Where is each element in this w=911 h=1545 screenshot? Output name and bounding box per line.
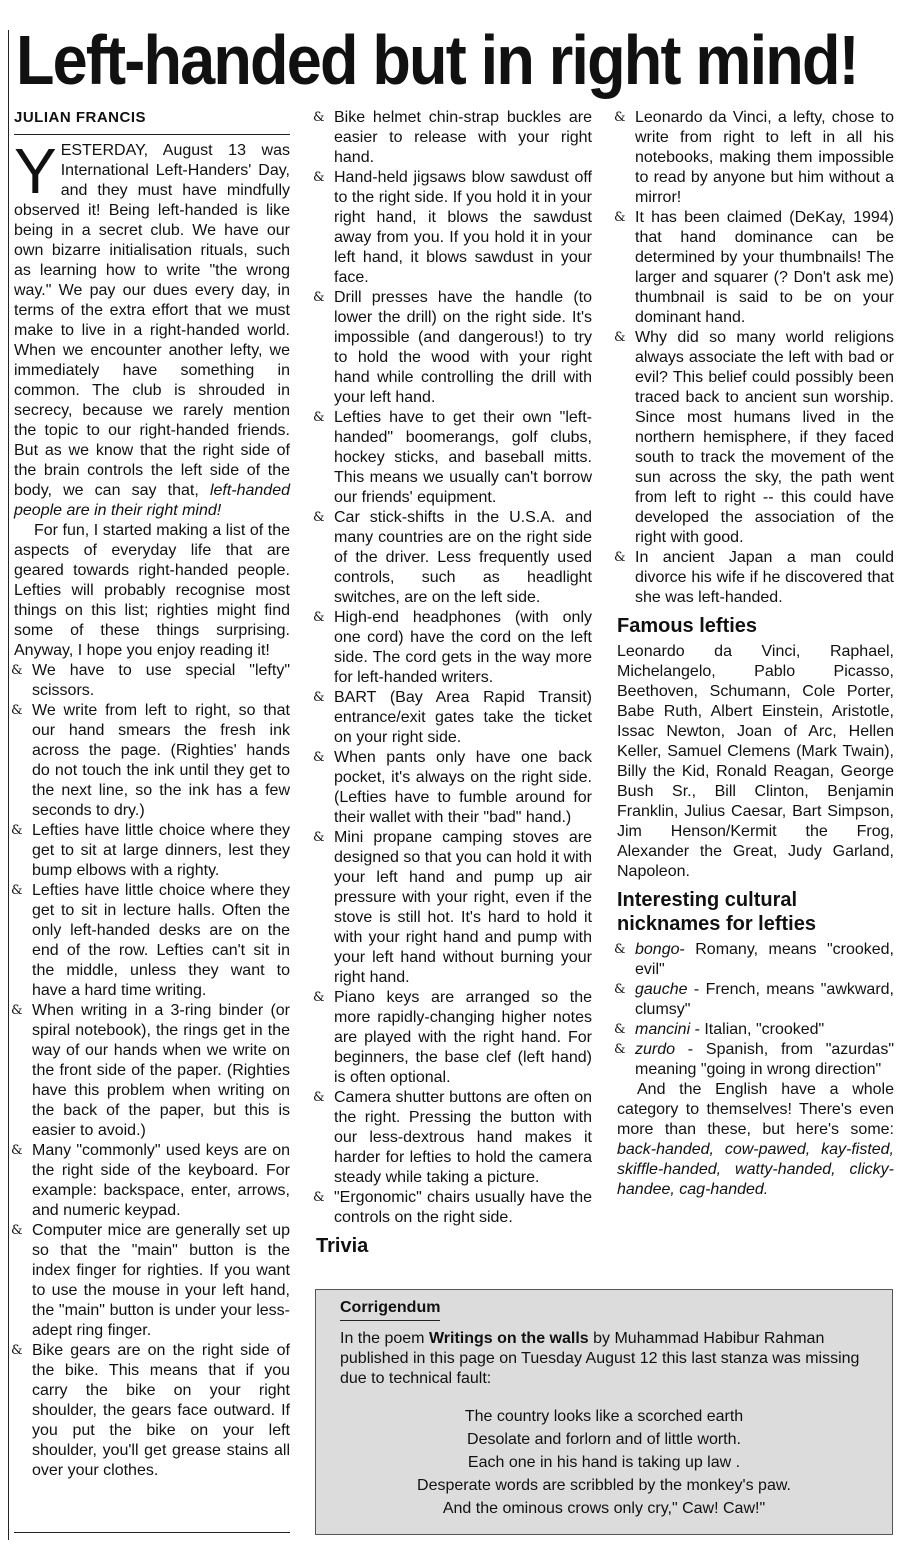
nickname-item xyxy=(614,980,894,1020)
intro-italic: left-handed people are in their right mind! xyxy=(14,482,290,519)
list-item-text: Lefties have little choice where they get to sit at large dinners, lest they bump elbows with a righty. xyxy=(32,822,290,879)
list-item xyxy=(313,1188,592,1228)
list-item xyxy=(313,508,592,608)
bullet-mark-icon: & xyxy=(313,510,325,525)
list-item xyxy=(11,821,290,881)
list-item-text: High-end headphones (with only one cord) have the cord on the left side. The cord gets in the way more for left-handed writers. xyxy=(334,609,592,686)
list-item-text: Leonardo da Vinci, a lefty, chose to write from right to left in all his notebooks, making them impossible to read by anyone but him without a mirror! xyxy=(635,109,894,206)
nickname-definition: - Romany, means "crooked, evil" xyxy=(635,941,894,978)
bullet-mark-icon: & xyxy=(614,550,626,565)
column-2 xyxy=(313,108,592,1262)
list-item-text: We have to use special "lefty" scissors. xyxy=(32,662,290,699)
nickname-text xyxy=(627,980,894,1020)
nickname-definition: - French, means "awkward, clumsy" xyxy=(635,981,894,1018)
nickname-term: zurdo xyxy=(635,1041,676,1058)
headline: Left-handed but in right mind! xyxy=(16,21,858,99)
bullet-mark-icon: & xyxy=(313,410,325,425)
list-item-text: It has been claimed (DeKay, 1994) that hand dominance can be determined by your thumbnails! The larger and squarer (? Don't ask me) thumbnail is said to be on your dominant hand. xyxy=(635,209,894,326)
list-item xyxy=(313,748,592,828)
list-item xyxy=(313,988,592,1088)
intro-text: ESTERDAY, August 13 was International Left-Handers' Day, and they must have mindfully observed it! Being left-handed is like being in a secret club. We have our own bizarre initialisation rituals, such as learning how to write "the wrong way." We pay our dues every day, in terms of the extra effort that we must make to live in a right-handed world. When we encounter another lefty, we immediately have something in common. The club is shrouded in secrecy, because we rarely mention the topic to our right-handed friends. But as we know that the right side of the brain controls the left side of the body, we can say that, xyxy=(14,142,290,499)
nickname-item xyxy=(614,1040,894,1080)
nickname-item xyxy=(614,940,894,980)
poem-stanza xyxy=(340,1405,868,1520)
corrigendum-body xyxy=(340,1329,868,1389)
bullet-mark-icon: & xyxy=(313,290,325,305)
bullet-mark-icon: & xyxy=(313,1090,325,1105)
list-item-text: Many "commonly" used keys are on the right side of the keyboard. For example: backspace, enter, arrows, and numeric keypad. xyxy=(32,1142,290,1219)
list-item xyxy=(614,208,894,328)
bullet-mark-icon: & xyxy=(313,830,325,845)
trivia-heading: Trivia xyxy=(316,1235,369,1257)
bullet-mark-icon: & xyxy=(313,690,325,705)
bullet-mark-icon: & xyxy=(614,942,626,957)
column-end-rule xyxy=(14,1532,290,1533)
famous-lefties-heading: Famous lefties xyxy=(617,615,758,637)
bullet-mark-icon: & xyxy=(614,982,626,997)
intro-paragraph-2: For fun, I started making a list of the aspects of everyday life that are geared towards right-handed people. Lefties will probably recognise most things on this list; righties might find some of these things surprising. Anyway, I hope you enjoy reading it! xyxy=(14,522,290,659)
nickname-term: bongo xyxy=(635,941,680,958)
drop-cap: Y xyxy=(14,135,57,207)
famous-lefties-text: Leonardo da Vinci, Raphael, Michelangelo, Pablo Picasso, Beethoven, Schumann, Cole Porter, Babe Ruth, Albert Einstein, Aristotle, Issac Newton, Joan of Arc, Hellen Keller, Samuel Clemens (Mark Twain), Billy the Kid, Ronald Reagan, George Bush Sr., Bill Clinton, Benjamin Franklin, Julius Caesar, Bart Simpson, Jim Henson/Kermit the Frog, Alexander the Great, Judy Garland, Napoleon. xyxy=(617,643,894,880)
corrigendum-box xyxy=(315,1289,893,1535)
intro-paragraph xyxy=(14,135,290,521)
list-item-text: In ancient Japan a man could divorce his wife if he discovered that she was left-handed. xyxy=(635,549,894,606)
closing-text: And the English have a whole category to themselves! There's even more than these, but here's some: xyxy=(617,1081,894,1138)
list-item xyxy=(11,1141,290,1221)
bullet-mark-icon: & xyxy=(11,883,23,898)
list-item xyxy=(11,1221,290,1341)
list-item xyxy=(313,608,592,688)
list-item xyxy=(11,881,290,1001)
column-3 xyxy=(614,108,894,1200)
poem-line: The country looks like a scorched earth xyxy=(464,1408,744,1425)
list-item xyxy=(313,288,592,408)
nickname-item xyxy=(614,1020,894,1040)
list-item-text: Computer mice are generally set up so that the "main" button is the index finger for righties. If you want to use the mouse in your left hand, the "main" button is under your less-adept ring finger. xyxy=(32,1222,290,1339)
bullet-mark-icon: & xyxy=(313,170,325,185)
poem-line: Desperate words are scribbled by the monkey's paw. xyxy=(417,1477,791,1494)
bullet-mark-icon: & xyxy=(614,210,626,225)
bullet-mark-icon: & xyxy=(11,703,23,718)
poem-line: Desolate and forlorn and of little worth. xyxy=(467,1431,741,1448)
bullet-list-col3 xyxy=(614,108,894,608)
nickname-list xyxy=(614,940,894,1080)
list-item xyxy=(11,1001,290,1141)
bullet-mark-icon: & xyxy=(614,1042,626,1057)
list-item xyxy=(614,548,894,608)
list-item-text: Why did so many world religions always associate the left with bad or evil? This belief could possibly been traced back to ancient sun worship. Since most humans lived in the northern hemisphere, if they faced south to track the movement of the sun across the sky, the path went from left to right -- this could have developed the association of the right with good. xyxy=(635,329,894,546)
corrigendum-body-pre: In the poem xyxy=(340,1330,429,1347)
list-item-text: Bike helmet chin-strap buckles are easier to release with your right hand. xyxy=(334,109,592,166)
list-item xyxy=(11,661,290,701)
bullet-mark-icon: & xyxy=(313,1190,325,1205)
nickname-term: gauche xyxy=(635,981,688,998)
list-item-text: Hand-held jigsaws blow sawdust off to the right side. If you hold it in your right hand, it blows the sawdust away from you. If you hold it in your left hand, it blows sawdust in your face. xyxy=(334,169,592,286)
closing-italic: back-handed, cow-pawed, kay-fisted, skiffle-handed, watty-handed, clicky-handee, cag-handed. xyxy=(617,1141,894,1198)
bullet-mark-icon: & xyxy=(11,823,23,838)
list-item-text: Drill presses have the handle (to lower the drill) on the right side. It's impossible (and dangerous!) to try to hold the wood with your right hand while controlling the drill with your left hand. xyxy=(334,289,592,406)
bullet-mark-icon: & xyxy=(614,330,626,345)
bullet-mark-icon: & xyxy=(313,610,325,625)
corrigendum-title: Corrigendum xyxy=(340,1298,440,1321)
list-item xyxy=(313,408,592,508)
nicknames-heading: Interesting cultural nicknames for lefties xyxy=(617,889,816,935)
list-item-text: Piano keys are arranged so the more rapidly-changing higher notes are played with the right hand. For beginners, the base clef (left hand) is often optional. xyxy=(334,989,592,1086)
list-item-text: Lefties have little choice where they get to sit in lecture halls. Often the only left-handed desks are on the end of the row. Lefties can't sit in the middle, unless they want to have a hard time writing. xyxy=(32,882,290,999)
poem-line: And the ominous crows only cry," Caw! Caw!" xyxy=(442,1500,766,1517)
nickname-text xyxy=(627,1020,894,1040)
list-item-text: Lefties have to get their own "left-handed" boomerangs, golf clubs, hockey sticks, and baseball mitts. This means we usually can't borrow our friends' equipment. xyxy=(334,409,592,506)
list-item-text: Mini propane camping stoves are designed so that you can hold it with your left hand and pump up air pressure with your right, even if the stove is still hot. It's hard to hold it with your right hand and pump with your left hand without burning your right hand. xyxy=(334,829,592,986)
closing-paragraph xyxy=(617,1080,894,1200)
list-item-text: Camera shutter buttons are often on the right. Pressing the button with our less-dextrous hand makes it harder for lefties to hold the camera steady while taking a picture. xyxy=(334,1089,592,1186)
bullet-mark-icon: & xyxy=(313,110,325,125)
list-item xyxy=(313,1088,592,1188)
poem-title: Writings on the walls xyxy=(428,1330,589,1347)
bullet-mark-icon: & xyxy=(313,750,325,765)
bullet-mark-icon: & xyxy=(11,1143,23,1158)
byline: JULIAN FRANCIS xyxy=(14,108,290,135)
poem-line: Each one in his hand is taking up law . xyxy=(467,1454,741,1471)
left-column-rule xyxy=(8,30,9,1540)
list-item-text: Bike gears are on the right side of the bike. This means that if you carry the bike on your right shoulder, the gears face outward. If you put the bike on your left shoulder, you'll get grease stains all over your clothes. xyxy=(32,1342,290,1479)
list-item xyxy=(313,108,592,168)
list-item xyxy=(614,328,894,548)
bullet-list-col2 xyxy=(313,108,592,1228)
list-item-text: BART (Bay Area Rapid Transit) entrance/exit gates take the ticket on your right side. xyxy=(334,689,592,746)
bullet-mark-icon: & xyxy=(11,1343,23,1358)
nickname-term: mancini xyxy=(635,1021,691,1038)
list-item xyxy=(313,828,592,988)
bullet-mark-icon: & xyxy=(11,1223,23,1238)
list-item xyxy=(11,1341,290,1481)
bullet-mark-icon: & xyxy=(614,110,626,125)
list-item xyxy=(313,168,592,288)
nickname-definition: - Spanish, from "azurdas" meaning "going in wrong direction" xyxy=(635,1041,894,1078)
column-1 xyxy=(11,108,290,1481)
bullet-mark-icon: & xyxy=(11,1003,23,1018)
bullet-mark-icon: & xyxy=(614,1022,626,1037)
list-item xyxy=(313,688,592,748)
list-item xyxy=(614,108,894,208)
corrigendum-body-post: by Muhammad Habibur Rahman published in this page on Tuesday August 12 this last stanza was missing due to technical fault: xyxy=(340,1330,860,1387)
list-item-text: We write from left to right, so that our hand smears the fresh ink across the page. (Righties' hands do not touch the ink until they get to the next line, so the ink has a few seconds to dry.) xyxy=(32,702,290,819)
list-item-text: Car stick-shifts in the U.S.A. and many countries are on the right side of the driver. Less frequently used controls, such as headlight switches, are on the left side. xyxy=(334,509,592,606)
bullet-list-col1 xyxy=(11,661,290,1481)
list-item xyxy=(11,701,290,821)
list-item-text: When pants only have one back pocket, it's always on the right side. (Lefties have to fumble around for their wallet with their "bad" hand.) xyxy=(334,749,592,826)
nickname-definition: - Italian, "crooked" xyxy=(690,1021,825,1038)
nickname-text xyxy=(627,940,894,980)
list-item-text: "Ergonomic" chairs usually have the controls on the right side. xyxy=(334,1189,592,1226)
bullet-mark-icon: & xyxy=(313,990,325,1005)
bullet-mark-icon: & xyxy=(11,663,23,678)
nickname-text xyxy=(627,1040,894,1080)
list-item-text: When writing in a 3-ring binder (or spiral notebook), the rings get in the way of our hands when we write on the front side of the paper. (Righties have this problem when writing on the back of the paper, but this is easier to avoid.) xyxy=(32,1002,290,1139)
